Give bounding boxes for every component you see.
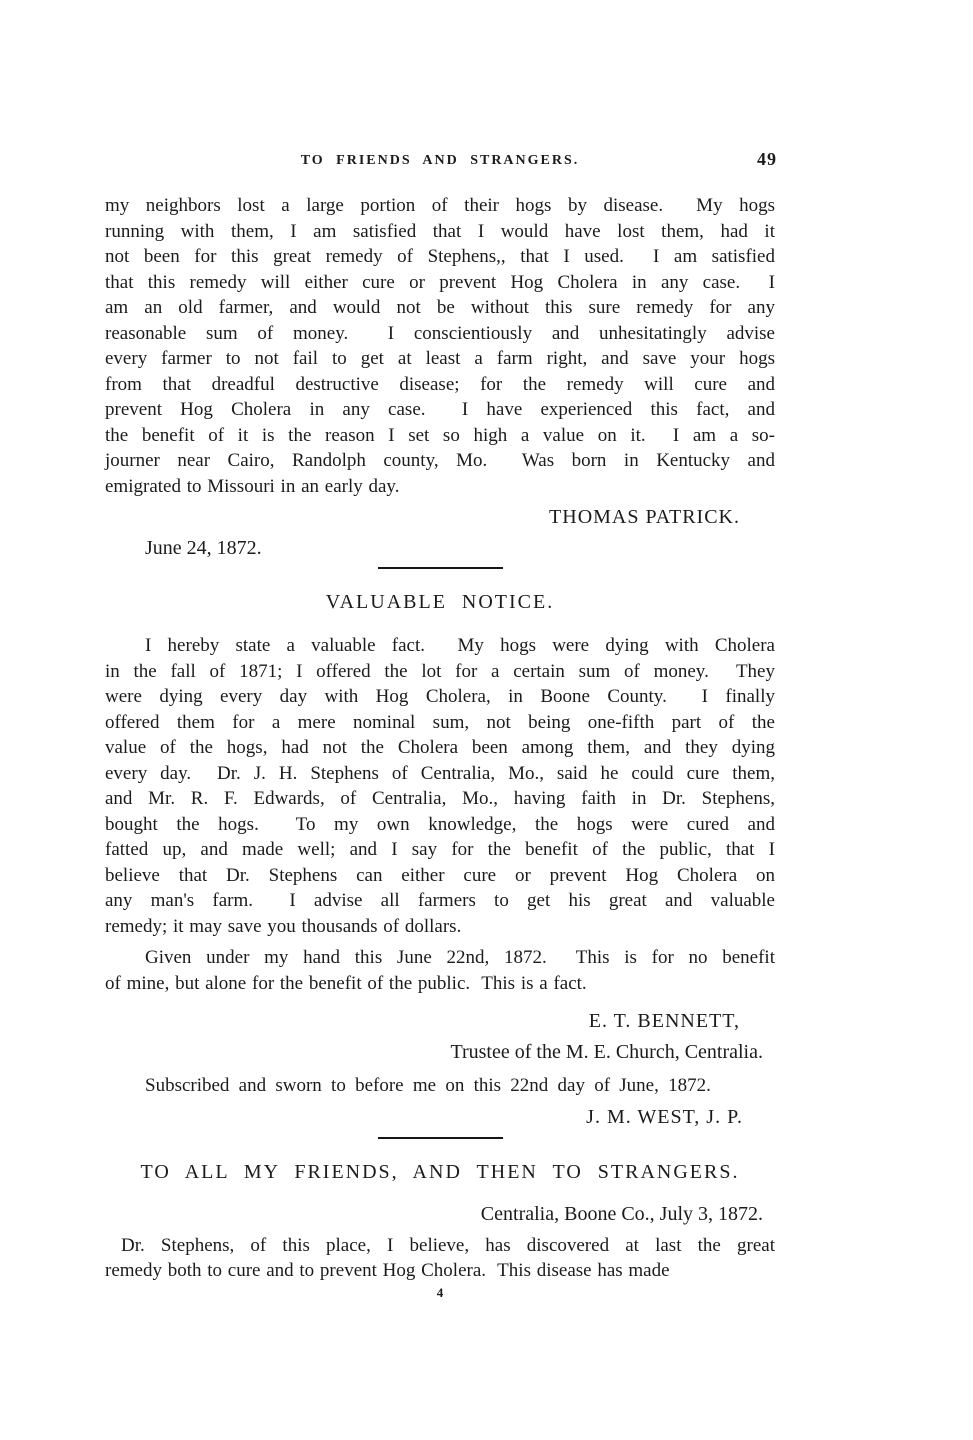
text-line: any man's farm. I advise all farmers to get his great and valuable [105,890,775,911]
text-line: emigrated to Missouri in an early day. [105,475,400,497]
west-signature: J. M. WEST, J. P. [586,1105,743,1128]
text-line: remedy; it may save you thousands of dollars. [105,915,462,937]
text-line: running with them, I am satisfied that I would have lost them, had it [105,220,775,242]
text-line: the benefit of it is the reason I set so high a value on it. I am a so- [105,424,775,446]
text-line: my neighbors lost a large portion of their hogs by disease. My hogs [105,195,775,216]
text-line: Given under my hand this June 22nd, 1872. This is for no benefit [145,947,775,968]
page-footer-mark: 4 [436,1284,444,1300]
text-line: in the fall of 1871; I offered the lot for a certain sum of money. They [105,660,775,682]
text-line: not been for this great remedy of Stephens,, that I used. I am satisfied [105,246,775,267]
text-line: from that dreadful destructive disease; for the remedy will cure and [105,373,775,395]
friends-letter-paragraph [105,1233,775,1284]
friends-letter-heading: TO ALL MY FRIENDS, AND THEN TO STRANGERS. [140,1160,740,1183]
patrick-date-line: June 24, 1872. [145,537,262,559]
text-line: every day. Dr. J. H. Stephens of Centralia, Mo., said he could cure them, [105,762,775,784]
text-line: offered them for a mere nominal sum, not being one-fifth part of the [105,711,775,733]
text-line: were dying every day with Hog Cholera, in Boone County. I finally [105,686,775,707]
text-line: I hereby state a valuable fact. My hogs were dying with Cholera [145,635,775,656]
text-line: value of the hogs, had not the Cholera been among them, and they dying [105,737,775,758]
patrick-signature: THOMAS PATRICK. [549,506,740,528]
text-line: and Mr. R. F. Edwards, of Centralia, Mo., having faith in Dr. Stephens, [105,788,775,809]
text-line: every farmer to not fail to get at least a farm right, and save your hogs [105,348,775,369]
valuable-notice-heading: VALUABLE NOTICE. [325,591,555,613]
section-divider [378,567,503,569]
text-line: bought the hogs. To my own knowledge, the hogs were cured and [105,813,775,835]
bennett-signature: E. T. BENNETT, [588,1010,740,1032]
bennett-signature-title: Trustee of the M. E. Church, Centralia. [450,1041,763,1063]
attestation-line [105,1073,775,1099]
text-line: fatted up, and made well; and I say for the benefit of the public, that I [105,839,775,860]
text-line: prevent Hog Cholera in any case. I have experienced this fact, and [105,399,775,420]
text-line: journer near Cairo, Randolph county, Mo. Was born in Kentucky and [105,450,775,471]
valuable-notice-paragraph [105,633,775,939]
valuable-notice-attest-paragraph [105,945,775,996]
text-line: of mine, but alone for the benefit of the public. This is a fact. [105,972,587,994]
section-divider [378,1137,503,1139]
running-header [105,150,775,172]
text-line: am an old farmer, and would not be without this sure remedy for any [105,297,775,318]
text-line: believe that Dr. Stephens can either cure or prevent Hog Cholera on [105,864,775,886]
page-number: 49 [757,149,777,169]
friends-letter-dateline: Centralia, Boone Co., July 3, 1872. [480,1202,763,1225]
text-line: remedy both to cure and to prevent Hog Cholera. This disease has made [105,1260,670,1281]
text-line: Subscribed and sworn to before me on this 22nd day of June, 1872. [145,1075,711,1096]
patrick-letter-paragraph [105,193,775,499]
text-line: reasonable sum of money. I conscientiously and unhesitatingly advise [105,322,775,344]
text-line: Dr. Stephens, of this place, I believe, has discovered at last the great [121,1234,775,1256]
running-header-title: TO FRIENDS AND STRANGERS. [300,153,580,168]
text-line: that this remedy will either cure or prevent Hog Cholera in any case. I [105,271,775,293]
